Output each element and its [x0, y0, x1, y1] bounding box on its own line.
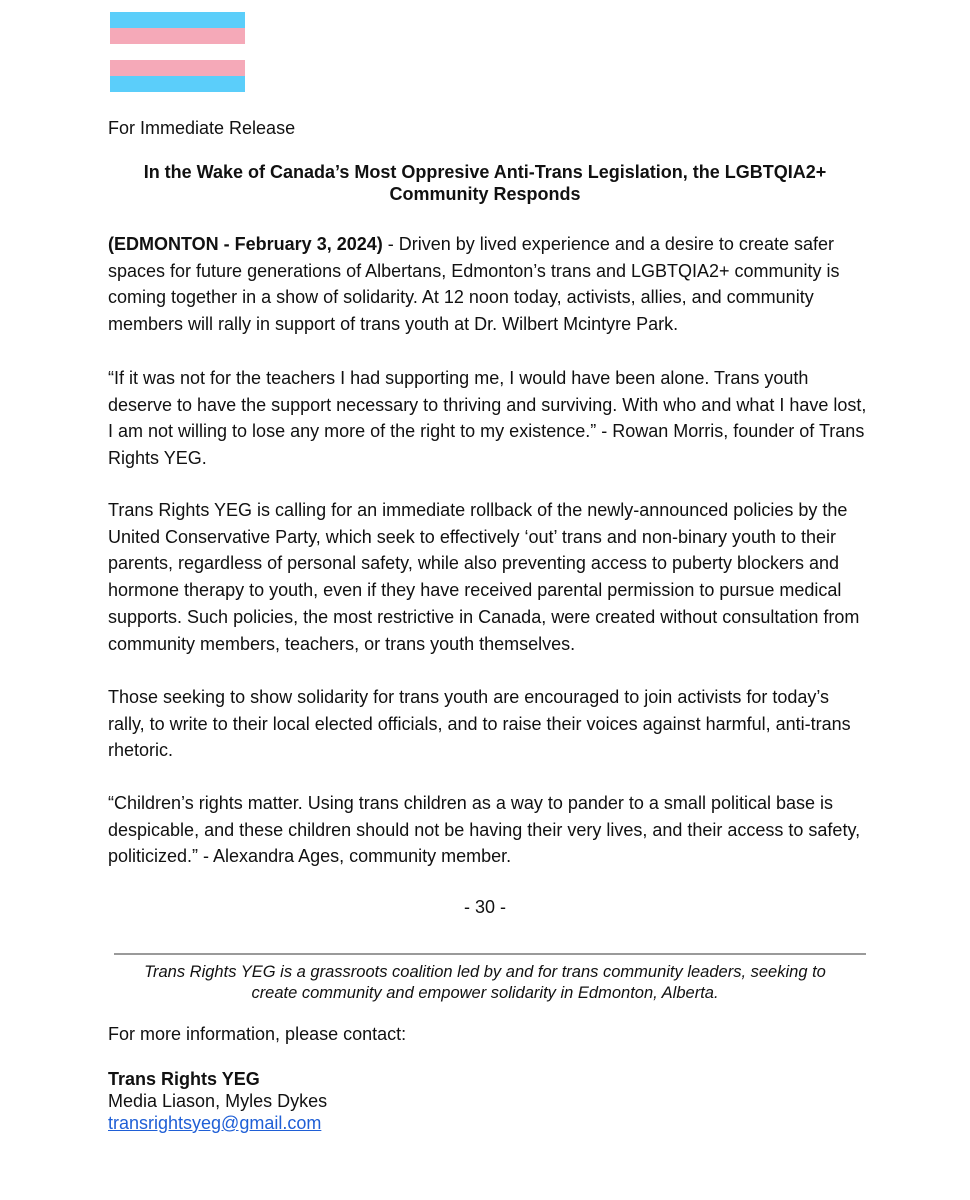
contact-email-link[interactable]: transrightsyeg@gmail.com	[108, 1113, 322, 1133]
paragraph-intro-text: - Driven by lived experience and a desire to create safer spaces for future generations of Albertans, Edmonton’s trans and LGBTQIA2+ community is coming together in a show of solidarity. At 12 noon today, activists, allies, and community members will rally in support of trans youth at Dr. Wilbert Mcintyre Park.	[108, 234, 840, 335]
flag-stripe-white	[110, 44, 245, 60]
paragraph-rowan-quote: “If it was not for the teachers I had supporting me, I would have been alone. Trans youth deserve to have the support necessary to thriving and surviving. With who and what I have lost, I am not willing to lose any more of the right to my existence.” - Rowan Morris, founder of Trans Rights YEG.	[108, 368, 867, 469]
contact-liaison: Media Liason, Myles Dykes	[108, 1091, 328, 1111]
flag-stripe-pink-top	[110, 28, 245, 44]
headline-line-1: In the Wake of Canada’s Most Oppresive Anti-Trans Legislation, the LGBTQIA2+	[143, 162, 827, 182]
end-mark: - 30 -	[463, 897, 506, 917]
headline-line-2: Community Responds	[389, 184, 581, 204]
paragraph-alexandra-quote: “Children’s rights matter. Using trans children as a way to pander to a small political base is despicable, and these children should not be having their very lives, and their access to safety, politicized.” - Alexandra Ages, community member.	[108, 793, 861, 867]
paragraph-policy-rollback: Trans Rights YEG is calling for an immediate rollback of the newly-announced policies by the United Conservative Party, which seek to effectively ‘out’ trans and non-binary youth to their parents, regardless of personal safety, while also preventing access to puberty blockers and hormone therapy to youth, even if they have received parental permission to pursue medical supports. Such policies, the most restrictive in Canada, were created without consultation from community members, teachers, or trans youth themselves.	[108, 500, 860, 654]
about-statement	[108, 962, 862, 1004]
release-label: For Immediate Release	[108, 118, 296, 138]
contact-intro: For more information, please contact:	[108, 1024, 407, 1044]
about-line-2: create community and empower solidarity in Edmonton, Alberta.	[251, 984, 719, 1002]
flag-stripe-blue-bottom	[110, 76, 245, 92]
headline	[108, 161, 862, 205]
transgender-flag-image	[110, 12, 245, 92]
paragraph-intro	[108, 231, 868, 338]
about-line-1: Trans Rights YEG is a grassroots coalition led by and for trans community leaders, seeking to	[144, 963, 826, 981]
flag-stripe-pink-bottom	[110, 60, 245, 76]
flag-stripe-blue-top	[110, 12, 245, 28]
dateline: (EDMONTON - February 3, 2024)	[108, 234, 383, 254]
paragraph-solidarity: Those seeking to show solidarity for trans youth are encouraged to join activists for today’s rally, to write to their local elected officials, and to raise their voices against harmful, anti-trans rhetoric.	[108, 687, 851, 761]
contact-org-name: Trans Rights YEG	[108, 1069, 260, 1089]
divider	[114, 953, 866, 955]
